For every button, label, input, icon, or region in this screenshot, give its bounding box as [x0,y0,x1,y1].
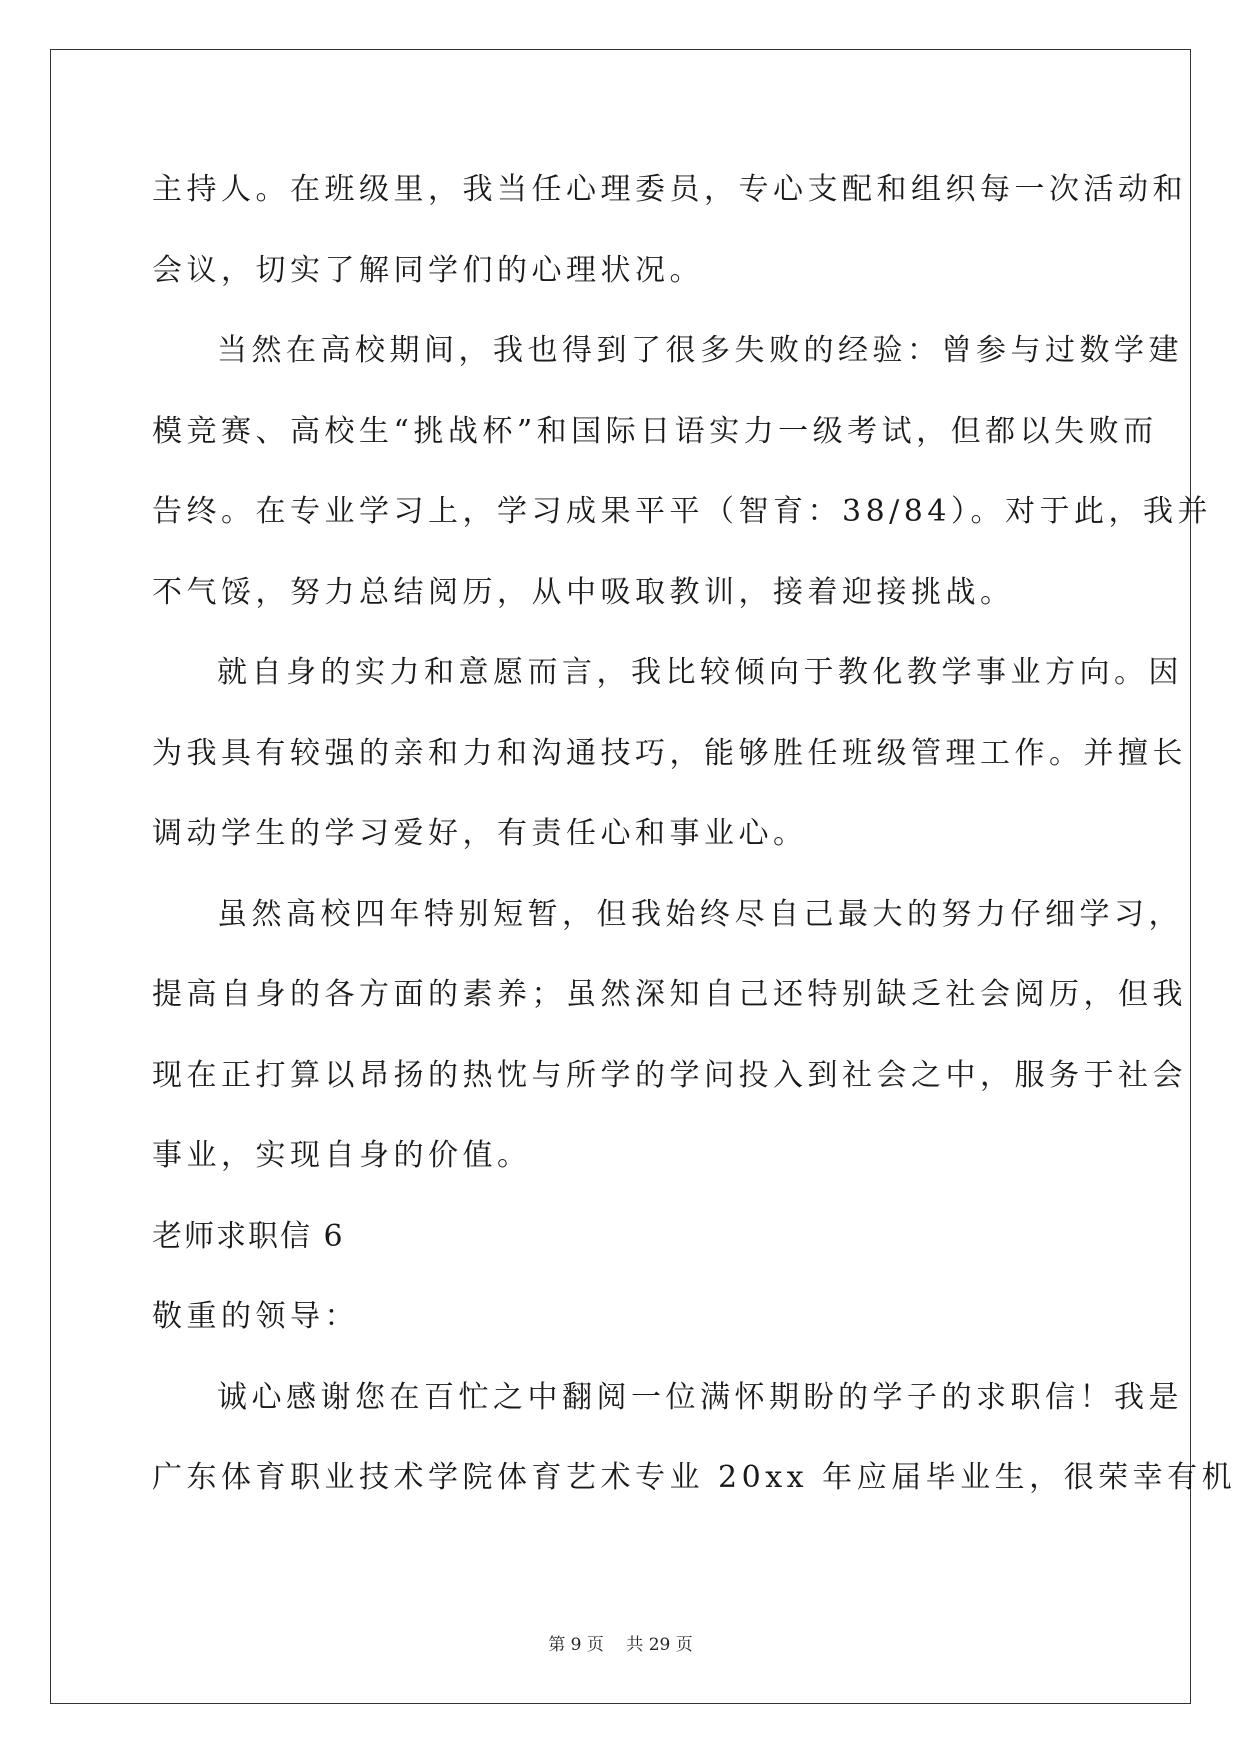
text-line-6: 不气馁，努力总结阅历，从中吸取教训，接着迎接挑战。 [152,574,1015,610]
text-line-5: 告终。在专业学习上，学习成果平平（智育：38/84）。对于此，我并 [152,494,1212,529]
text-line-17: 广东体育职业技术学院体育艺术专业 20xx 年应届毕业生，很荣幸有机 [152,1460,1237,1495]
text-line-4: 模竞赛、高校生“挑战杯”和国际日语实力一级考试，但都以失败而 [152,413,1158,449]
text-line-1: 主持人。在班级里，我当任心理委员，专心支配和组织每一次活动和 [152,172,1187,207]
text-line-12: 现在正打算以昂扬的热忱与所学的学问投入到社会之中，服务于社会 [152,1057,1187,1093]
text-line-8: 为我具有较强的亲和力和沟通技巧，能够胜任班级管理工作。并擅长 [152,735,1187,771]
text-line-3: 当然在高校期间，我也得到了很多失败的经验：曾参与过数学建 [217,333,1183,368]
page-number-footer: 第 9 页 共 29 页 [548,1635,693,1655]
text-line-10: 虽然高校四年特别短暂，但我始终尽自己最大的努力仔细学习， [217,896,1183,932]
document-body [152,165,1237,1534]
salutation: 敬重的领导： [152,1299,359,1334]
text-line-13: 事业，实现自身的价值。 [152,1138,532,1173]
text-line-11: 提高自身的各方面的素养；虽然深知自己还特别缺乏社会阅历，但我 [152,977,1187,1012]
text-line-2: 会议，切实了解同学们的心理状况。 [152,252,704,288]
section-heading: 老师求职信 6 [152,1218,345,1254]
text-line-16: 诚心感谢您在百忙之中翻阅一位满怀期盼的学子的求职信！我是 [217,1379,1183,1415]
text-line-7: 就自身的实力和意愿而言，我比较倾向于教化教学事业方向。因 [217,655,1183,690]
text-line-9: 调动学生的学习爱好，有责任心和事业心。 [152,816,808,851]
